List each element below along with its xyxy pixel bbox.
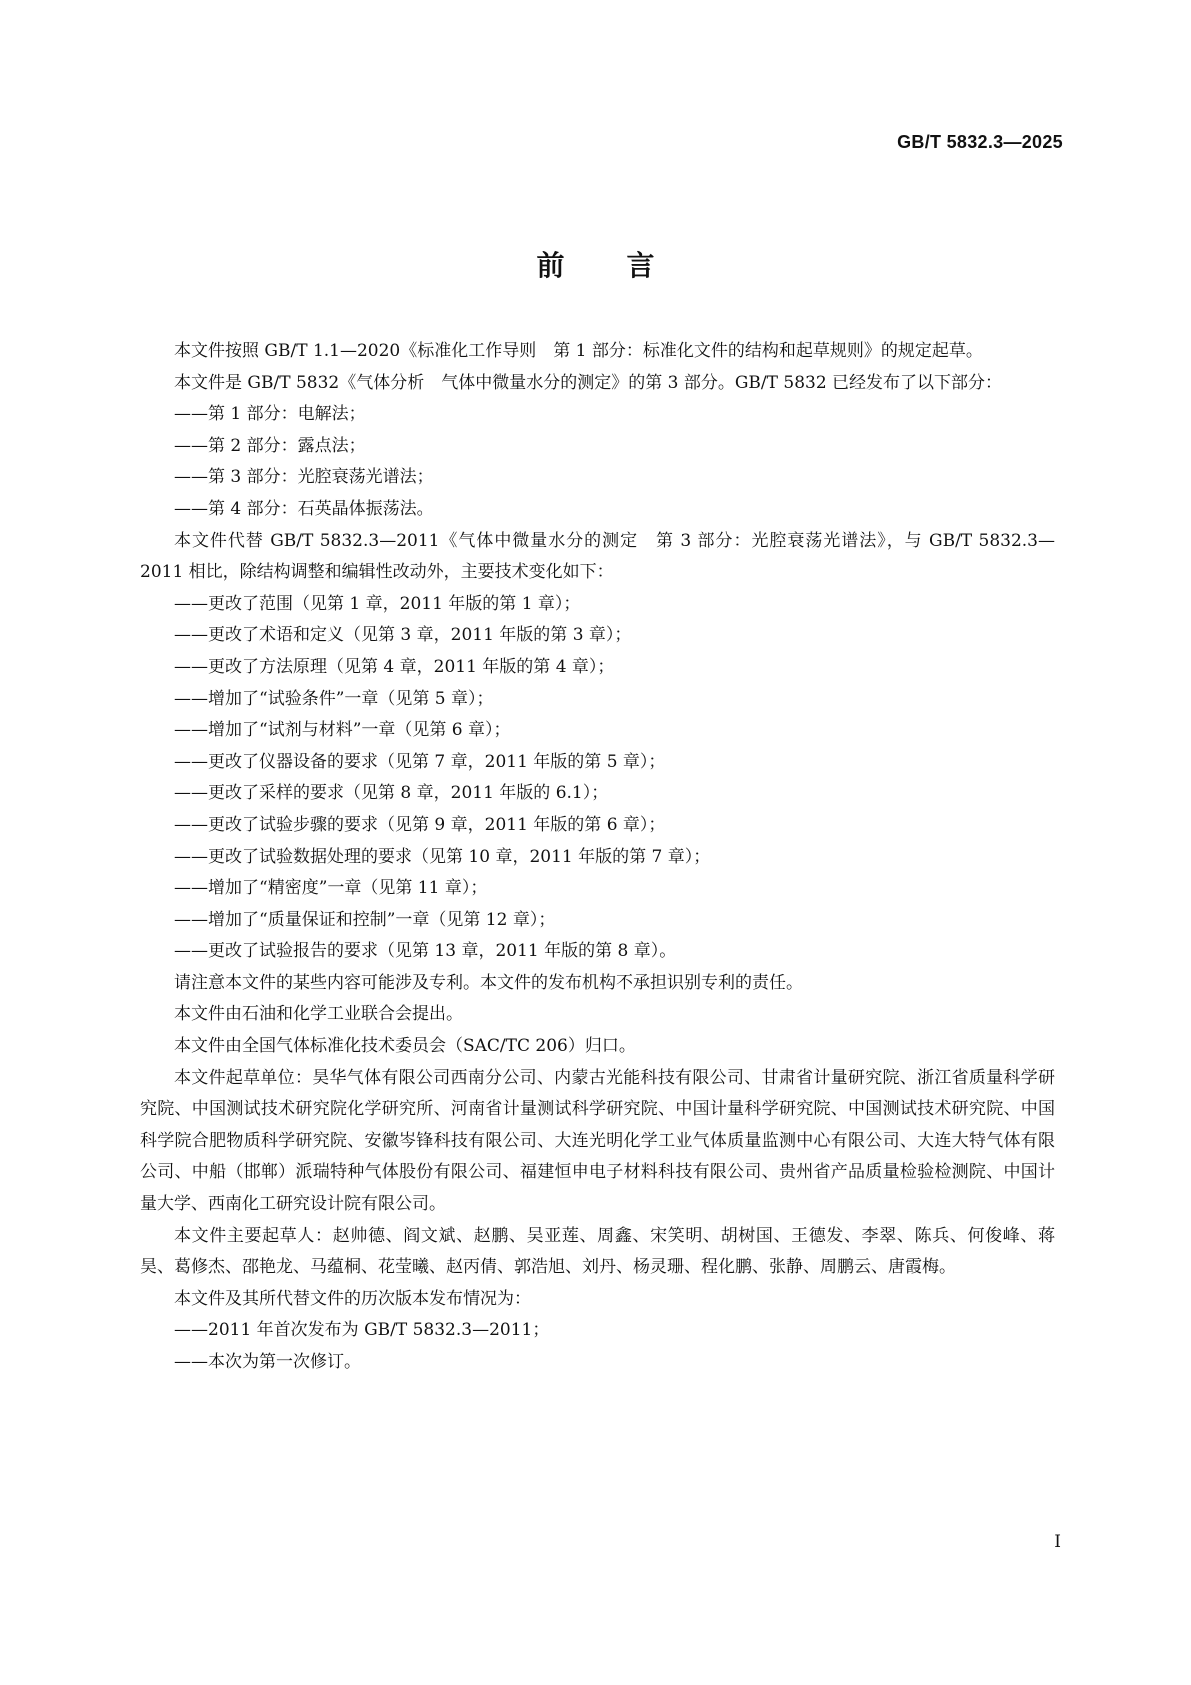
paragraph-history: 本文件及其所代替文件的历次版本发布情况为： <box>174 1288 531 1309</box>
list-item: ——增加了“试验条件”一章（见第 5 章）； <box>174 688 494 709</box>
paragraph-patent: 请注意本文件的某些内容可能涉及专利。本文件的发布机构不承担识别专利的责任。 <box>174 972 803 993</box>
list-item: ——第 4 部分：石英晶体振荡法。 <box>174 498 434 519</box>
list-item: ——更改了试验报告的要求（见第 13 章，2011 年版的第 8 章）。 <box>174 941 677 962</box>
list-item: ——增加了“质量保证和控制”一章（见第 12 章）； <box>174 909 556 930</box>
document-body <box>140 336 1055 1379</box>
paragraph-3: 本文件代替 GB/T 5832.3—2011《气体中微量水分的测定 第 3 部分：光腔衰荡光谱法》，与 GB/T 5832.3—2011 相比，除结构调整和编辑性改动外，主要技术变化如下： <box>140 530 1055 583</box>
page-title: 前言 <box>536 249 717 282</box>
list-item: ——增加了“试剂与材料”一章（见第 6 章）； <box>174 720 511 741</box>
list-item: ——更改了采样的要求（见第 8 章，2011 年版的 6.1）； <box>174 783 609 804</box>
list-item: ——更改了方法原理（见第 4 章，2011 年版的第 4 章）； <box>174 656 615 677</box>
paragraph-proposer: 本文件由石油和化学工业联合会提出。 <box>174 1004 463 1025</box>
paragraph-committee: 本文件由全国气体标准化技术委员会（SAC/TC 206）归口。 <box>174 1036 636 1057</box>
paragraph-2: 本文件是 GB/T 5832《气体分析 气体中微量水分的测定》的第 3 部分。GB/T 5832 已经发布了以下部分： <box>174 372 1003 393</box>
list-item: ——更改了试验数据处理的要求（见第 10 章，2011 年版的第 7 章）； <box>174 846 711 867</box>
document-code: GB/T 5832.3—2025 <box>897 132 1063 152</box>
paragraph-1: 本文件按照 GB/T 1.1—2020《标准化工作导则 第 1 部分：标准化文件的结构和起草规则》的规定起草。 <box>174 341 983 361</box>
list-item: ——第 1 部分：电解法； <box>174 404 366 425</box>
list-item: ——第 3 部分：光腔衰荡光谱法； <box>174 467 434 488</box>
paragraph-drafting-units: 本文件起草单位：昊华气体有限公司西南分公司、内蒙古光能科技有限公司、甘肃省计量研究院、浙江省质量科学研究院、中国测试技术研究院化学研究所、河南省计量测试科学研究院、中国计量科学研究院、中国测试技术研究院、中国科学院合肥物质科学研究院、安徽岑锋科技有限公司、大连光明化学工业气体质量监测中心有限公司、大连大特气体有限公司、中船（邯郸）派瑞特种气体股份有限公司、福建恒申电子材料科技有限公司、贵州省产品质量检验检测院、中国计量大学、西南化工研究设计院有限公司。 <box>140 1067 1055 1215</box>
list-item: ——更改了试验步骤的要求（见第 9 章，2011 年版的第 6 章）； <box>174 814 666 835</box>
list-item: ——更改了仪器设备的要求（见第 7 章，2011 年版的第 5 章）； <box>174 751 666 772</box>
list-item: ——更改了术语和定义（见第 3 章，2011 年版的第 3 章）； <box>174 625 632 646</box>
list-item: ——增加了“精密度”一章（见第 11 章）； <box>174 878 488 899</box>
paragraph-drafters: 本文件主要起草人：赵帅德、阎文斌、赵鹏、吴亚莲、周鑫、宋笑明、胡树国、王德发、李翠、陈兵、何俊峰、蒋昊、葛修杰、邵艳龙、马蕴桐、花莹曦、赵丙倩、郭浩旭、刘丹、杨灵珊、程化鹏、张静、周鹏云、唐霞梅。 <box>140 1225 1055 1278</box>
page-number: I <box>1054 1532 1061 1552</box>
list-item: ——更改了范围（见第 1 章，2011 年版的第 1 章）； <box>174 593 581 614</box>
list-item: ——2011 年首次发布为 GB/T 5832.3—2011； <box>174 1320 550 1341</box>
list-item: ——第 2 部分：露点法； <box>174 435 366 456</box>
list-item: ——本次为第一次修订。 <box>174 1352 361 1372</box>
